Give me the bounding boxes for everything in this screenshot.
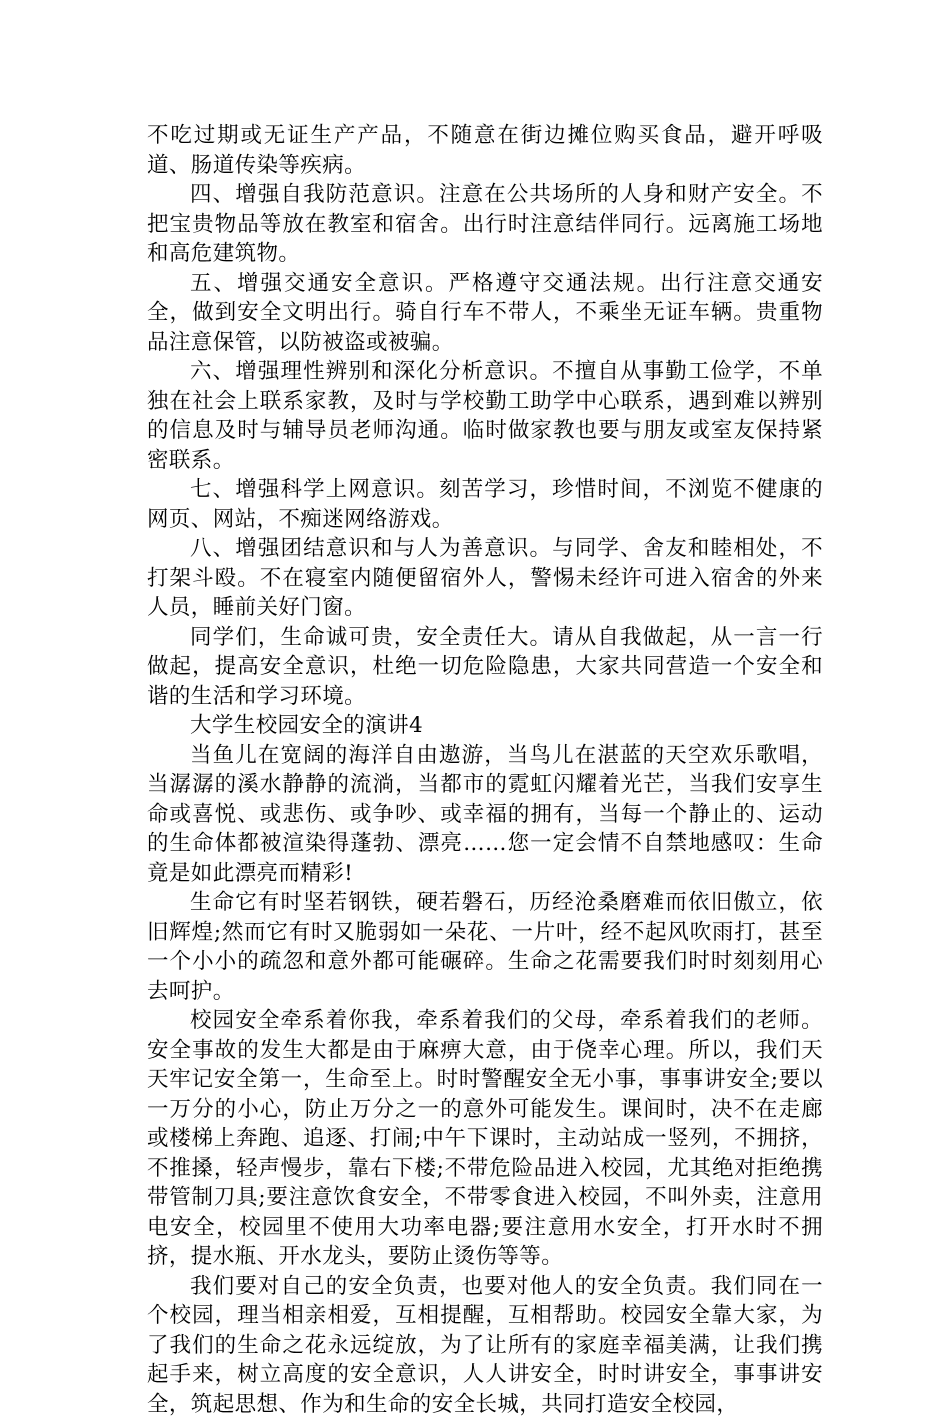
- paragraph-campus-safety: 校园安全牵系着你我，牵系着我们的父母，牵系着我们的老师。安全事故的发生大都是由于麻痹大意，由于侥幸心理。所以，我们天天牢记安全第一，生命至上。时时警醒安全无小事，事事讲安全;要以一万分的小心，防止万分之一的意外可能发生。课间时，决不在走廊或楼梯上奔跑、追逐、打闹;中午下课时，主动站成一竖列，不拥挤，不推搡，轻声慢步，靠右下楼;不带危险品进入校园，尤其绝对拒绝携带管制刀具;要注意饮食安全，不带零食进入校园，不叫外卖，注意用电安全，校园里不使用大功率电器;要注意用水安全，打开水时不拥挤，提水瓶、开水龙头，要防止烫伤等等。: [147, 1006, 823, 1272]
- document-page: [147, 121, 823, 1419]
- paragraph-item-4: 四、增强自我防范意识。注意在公共场所的人身和财产安全。不把宝贵物品等放在教室和宿舍。出行时注意结伴同行。远离施工场地和高危建筑物。: [147, 180, 823, 269]
- paragraph-item-7: 七、增强科学上网意识。刻苦学习，珍惜时间，不浏览不健康的网页、网站，不痴迷网络游戏。: [147, 475, 823, 534]
- paragraph-continued: 不吃过期或无证生产产品，不随意在街边摊位购买食品，避开呼吸道、肠道传染等疾病。: [147, 121, 823, 180]
- paragraph-closing: 同学们，生命诚可贵，安全责任大。请从自我做起，从一言一行做起，提高安全意识，杜绝一切危险隐患，大家共同营造一个安全和谐的生活和学习环境。: [147, 623, 823, 712]
- paragraph-responsibility: 我们要对自己的安全负责，也要对他人的安全负责。我们同在一个校园，理当相亲相爱，互相提醒，互相帮助。校园安全靠大家，为了我们的生命之花永远绽放，为了让所有的家庭幸福美满，让我们携起手来，树立高度的安全意识，人人讲安全，时时讲安全，事事讲安全，筑起思想、作为和生命的安全长城，共同打造安全校园，: [147, 1272, 823, 1419]
- paragraph-item-8: 八、增强团结意识和与人为善意识。与同学、舍友和睦相处，不打架斗殴。不在寝室内随便留宿外人，警惕未经许可进入宿舍的外来人员，睡前关好门窗。: [147, 534, 823, 623]
- paragraph-item-6: 六、增强理性辨别和深化分析意识。不擅自从事勤工俭学，不单独在社会上联系家教，及时与学校勤工助学中心联系，遇到难以辨别的信息及时与辅导员老师沟通。临时做家教也要与朋友或室友保持紧密联系。: [147, 357, 823, 475]
- paragraph-life: 生命它有时坚若钢铁，硬若磐石，历经沧桑磨难而依旧傲立，依旧辉煌;然而它有时又脆弱如一朵花、一片叶，经不起风吹雨打，甚至一个小小的疏忽和意外都可能碾碎。生命之花需要我们时时刻刻用心去呵护。: [147, 888, 823, 1006]
- paragraph-speech-intro: 当鱼儿在宽阔的海洋自由遨游，当鸟儿在湛蓝的天空欢乐歌唱，当潺潺的溪水静静的流淌，当都市的霓虹闪耀着光芒，当我们安享生命或喜悦、或悲伤、或争吵、或幸福的拥有，当每一个静止的、运动的生命体都被渲染得蓬勃、漂亮……您一定会情不自禁地感叹：生命竟是如此漂亮而精彩!: [147, 741, 823, 889]
- section-heading: 大学生校园安全的演讲4: [147, 711, 823, 741]
- paragraph-item-5: 五、增强交通安全意识。严格遵守交通法规。出行注意交通安全，做到安全文明出行。骑自行车不带人，不乘坐无证车辆。贵重物品注意保管，以防被盗或被骗。: [147, 269, 823, 358]
